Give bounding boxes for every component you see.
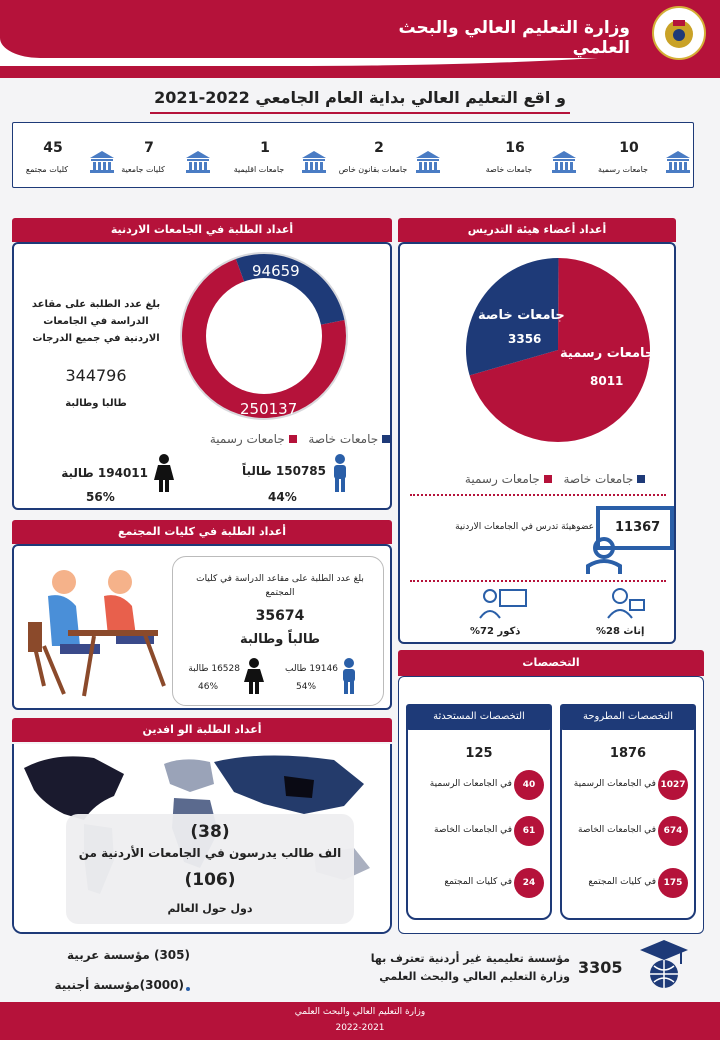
university-building-icon — [300, 150, 328, 178]
female-teacher-icon — [604, 586, 648, 620]
stat-label: كليات مجتمع — [25, 165, 69, 174]
stat-label: جامعات بقانون خاص — [338, 165, 408, 174]
ministry-title: وزارة التعليم العالي والبحث العلمي — [398, 18, 630, 58]
spec-label: في الجامعات الخاصة — [434, 825, 512, 835]
stat-value: 7 — [144, 140, 154, 156]
foreign-line: الف طالب يدرسون في الجامعات الأردنية من — [78, 846, 342, 860]
community-total: 35674 — [255, 608, 305, 624]
specs-offered-title: التخصصات المطروحة — [560, 704, 696, 730]
specs-new-total: 125 — [465, 746, 493, 761]
stat-value: 2 — [374, 140, 384, 156]
stat-value: 1 — [260, 140, 270, 156]
faculty-private-value: 3356 — [508, 332, 542, 346]
specs-new-title: التخصصات المستحدثة — [406, 704, 552, 730]
faculty-female: إناث 28% — [596, 626, 645, 637]
page-title: و اقع التعليم العالي بداية العام الجامعي 2022-2021 — [154, 88, 566, 107]
spec-count: 40 — [514, 770, 544, 800]
community-female-pct: 46% — [198, 682, 219, 692]
foreign-count: (38) — [190, 822, 230, 842]
students-total-unit: طالبا وطالبة — [65, 398, 127, 409]
female-icon — [153, 454, 175, 492]
students-legend — [158, 432, 390, 446]
spec-count: 61 — [514, 816, 544, 846]
graduation-globe-icon — [636, 938, 692, 990]
stat-value: 10 — [619, 140, 639, 156]
faculty-header: أعداد أعضاء هيئة التدريس — [398, 218, 676, 242]
university-building-icon — [88, 150, 116, 178]
footer-ministry: وزارة التعليم العالي والبحث العلمي — [294, 1007, 426, 1017]
coat-of-arms-icon — [652, 6, 706, 60]
students-male: 150785 طالباً — [241, 464, 326, 478]
community-female-icon — [244, 658, 264, 694]
footer-year: 2022-2021 — [335, 1023, 385, 1033]
students-total: 344796 — [65, 366, 127, 385]
legend-public: جامعات رسمية — [209, 432, 285, 446]
spec-count: 24 — [514, 868, 544, 898]
community-desc: بلغ عدد الطلبة على مقاعد الدراسة في كليات المجتمع — [196, 574, 364, 598]
students-male-pct: 44% — [268, 490, 297, 504]
community-male: 19146 طالب — [285, 664, 338, 674]
students-at-desk-illustration — [24, 566, 180, 706]
institutions-arab: (305) مؤسسة عربية — [67, 948, 190, 962]
male-icon — [330, 454, 350, 492]
specs-header: التخصصات — [398, 650, 704, 676]
spec-label: في الجامعات الرسمية — [573, 779, 656, 789]
community-male-pct: 54% — [296, 682, 317, 692]
spec-count: 674 — [658, 816, 688, 846]
institutions-count: 3305 — [578, 958, 623, 977]
spec-count: 175 — [658, 868, 688, 898]
spec-label: في الجامعات الرسمية — [429, 779, 512, 789]
spec-label: في كليات المجتمع — [444, 877, 512, 887]
faculty-legend-private: جامعات خاصة — [563, 472, 634, 486]
foreign-header: أعداد الطلبة الو افدين — [12, 718, 392, 742]
university-building-icon — [414, 150, 442, 178]
stat-label: كليات جامعية — [121, 165, 165, 174]
institutions-foreign: (3000)مؤسسة أجنبية — [54, 978, 184, 992]
faculty-legend-public: جامعات رسمية — [464, 472, 540, 486]
faculty-total-desc: عضوهيئة تدرس في الجامعات الاردنية — [455, 522, 594, 532]
faculty-private-label: جامعات خاصة — [478, 308, 565, 323]
stat-label: جامعات اقليمية — [233, 165, 285, 174]
teacher-board-icon — [586, 504, 678, 576]
stat-value: 45 — [43, 140, 63, 156]
institutions-line1: مؤسسة تعليمية غير أردنية تعترف بها — [370, 952, 570, 965]
university-building-icon — [664, 150, 692, 178]
faculty-total: 11367 — [615, 520, 661, 535]
spec-label: في الجامعات الخاصة — [578, 825, 656, 835]
community-header: أعداد الطلبة في كليات المجتمع — [12, 520, 392, 544]
institutions-line2: وزارة التعليم العالي والبحث العلمي — [379, 970, 570, 983]
faculty-divider — [410, 494, 666, 496]
faculty-divider-2 — [410, 580, 666, 582]
foreign-countries: (106) — [184, 870, 236, 890]
university-building-icon — [550, 150, 578, 178]
students-header: أعداد الطلبة في الجامعات الاردنية — [12, 218, 392, 242]
bullet-dot — [186, 987, 190, 991]
community-female: 16528 طالبة — [188, 664, 240, 674]
faculty-public-label: جامعات رسمية — [560, 346, 655, 361]
spec-label: في كليات المجتمع — [588, 877, 656, 887]
students-female-pct: 56% — [86, 490, 115, 504]
students-desc: بلغ عدد الطلبة على مقاعد الدراسة في الجامعات الاردنية في جميع الدرجات — [31, 299, 161, 344]
students-female: 194011 طالبة — [61, 466, 148, 480]
students-public-value: 250137 — [240, 400, 298, 418]
spec-count: 1027 — [658, 770, 688, 800]
university-building-icon — [184, 150, 212, 178]
community-male-icon — [340, 658, 358, 694]
faculty-legend — [440, 472, 670, 486]
male-teacher-icon — [478, 586, 528, 620]
students-private-value: 94659 — [252, 262, 300, 280]
faculty-male: ذكور 72% — [470, 626, 521, 637]
stat-label: جامعات رسمية — [598, 165, 648, 174]
faculty-public-value: 8011 — [590, 374, 624, 388]
foreign-countries-label: دول حول العالم — [167, 902, 253, 915]
legend-private: جامعات خاصة — [308, 432, 379, 446]
community-total-unit: طالباً وطالبة — [240, 632, 320, 647]
title-underline — [150, 112, 570, 114]
stat-label: جامعات خاصة — [485, 165, 533, 174]
specs-offered-total: 1876 — [609, 746, 647, 761]
stat-value: 16 — [505, 140, 525, 156]
